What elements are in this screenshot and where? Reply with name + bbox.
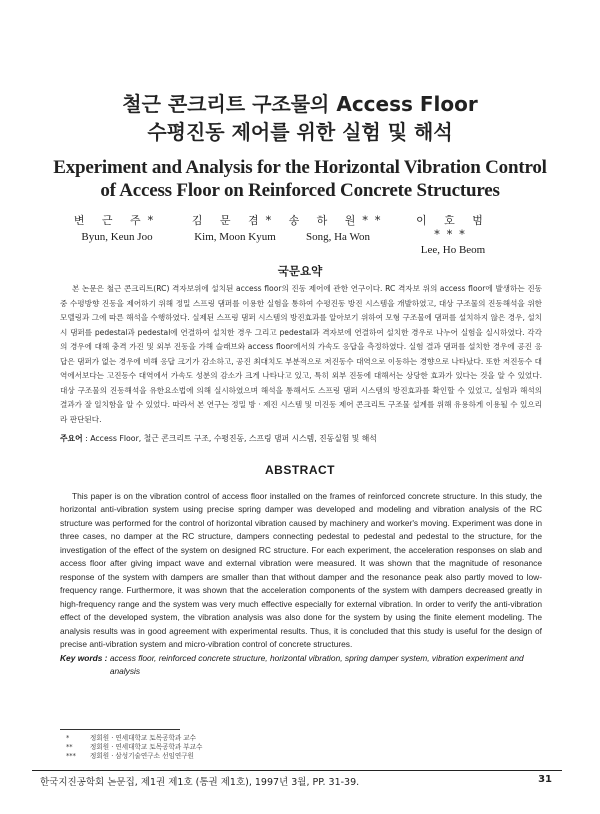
footnote-mark: ** [66,743,73,752]
page-footer [40,774,552,788]
english-title-line2: of Access Floor on Reinforced Concrete Structures [100,180,500,201]
footnote-divider [60,729,180,730]
author-name-korean: 이 호 범*** [416,214,490,241]
author [398,212,508,256]
author [62,212,172,243]
english-abstract-body: This paper is on the vibration control of access floor installed on the frames of reinforced concrete structure. In this study, the horizontal anti-vibration system using precise spring damper was developed and modeling and vibration analysis of the RC structure was performed for the control of horizontal vibration caused by machinery and worker's moving. Experiment was done in three cases, no damper at the RC structure, dampers connecting pedestal to pedestal and pedestal to the structure, for the investigation of the effect of the system on designed RC structure. For each experiment, the acceleration responses on slab and access floor after giving impact wave and external vibration were measured. It was shown that the magnitude of resonance response of the system with dampers are smaller than that without damper and the resonance peak also partly moved to low-frequency range. Furthermore, it was shown that the acceleration components of the system with dampers decreased greatly in high-frequency range and the system was very much effective especially for external vibration. In order to verify the anti-vibration effect of the developed system, the vibration analysis was also done for the system by using the finite element modeling. The analysis results was in good agreement with experimental results. Thus, it is concluded that this study is useful for the design of precise anti-vibration system and micro-vibration control of concrete structures. [60,491,542,649]
english-keywords-text: access floor, reinforced concrete structure, horizontal vibration, spring damper system, vibration experiment and analysis [109,653,524,676]
footnote-text: 정회원 · 연세대학교 토목공학과 부교수 [90,743,203,752]
author-list [0,212,600,256]
author [180,212,290,243]
author-name-english: Byun, Keun Joo [81,231,153,243]
author-name-korean: 변 근 주* [73,214,161,227]
english-title-line1: Experiment and Analysis for the Horizontal Vibration Control [53,157,547,178]
footnote [66,752,202,761]
footer-divider [32,770,562,771]
journal-citation: 한국지진공학회 논문집, 제1권 제1호 (통권 제1호), 1997년 3월, PP. 31-39. [40,777,360,788]
author-name-english: Lee, Ho Beom [420,244,486,256]
korean-abstract-body: 본 논문은 철근 콘크리트(RC) 격자보위에 설치된 access floor의 진동 제어에 관한 연구이다. RC 격자보 위의 access floor에 발생하는 진동 중 수평방향 진동을 제어하기 위해 정밀 스프링 댐퍼를 이용한 실험을 통하여 수평진동 방진 시스템을 개발하였고, 대상 구조물의 진동해석을 위한 모델링과 그에 따른 해석을 수행하였다. 실제된 스프링 댐퍼 시스템의 방진효과를 알아보기 위하여 모형 구조물에 댐퍼를 설치하지 않은 경우, 설치시 댐퍼를 pedestal과 pedestal에 연결하여 설치한 경우 그리고 pedestal과 격자보에 연결하여 설치한 경우로 나누어 실험을 실시하였다. 각각의 경우에 대해 충격 가진 및 외부 진동을 가해 슬래브와 access floor에서의 가속도 응답을 측정하였다. 실험 결과 댐퍼를 설치한 경우에 공진 응답은 댐퍼가 없는 경우에 비해 응답 크기가 감소하고, 공진 최대치도 부분적으로 저진동수 대역으로 이동하는 경향으로 나타났다. 또한 저진동수 대역에서보다는 고진동수 대역에서 가속도 성분의 감소가 크게 나타나고 있고, 특히 외부 진동에 대해서는 상당한 효과가 있다는 것을 알 수 있었다. 대상 구조물의 진동해석을 유한요소법에 의해 실시하였으며 해석을 통해서도 스프링 댐퍼 시스템의 방진효과를 확인할 수 있었고, 실험과 해석의 결과가 잘 일치함을 알 수 있었다. 따라서 본 연구는 정밀 방 · 제진 시스템 및 미진동 제어 콘크리트 구조물 설계를 위해 유용하게 이용될 수 있으리라 판단된다. [60,284,542,424]
english-keywords-label: Key words : [60,653,108,663]
footnote-text: 정회원 · 삼성기술연구소 선임연구원 [90,752,194,761]
footnote-mark: * [66,734,70,742]
korean-title-line1: 철근 콘크리트 구조물의 Access Floor [122,92,478,116]
author-name-english: Kim, Moon Kyum [194,231,276,243]
korean-abstract-heading: 국문요약 [277,264,323,278]
footnote-text: 정회원 · 연세대학교 토목공학과 교수 [90,734,197,742]
page-number: 31 [538,774,552,785]
korean-keywords-text: Access Floor, 철근 콘크리트 구조, 수평진동, 스프링 댐퍼 시스템, 진동실험 및 해석 [90,434,377,443]
author-name-english: Song, Ha Won [306,231,370,243]
korean-keywords-label: 주요어 [60,434,83,443]
author-name-korean: 김 문 겸* [191,214,279,227]
english-keywords [60,652,542,678]
footnote [66,734,202,743]
english-abstract-heading: ABSTRACT [265,463,335,477]
footnote-mark: *** [66,752,76,761]
author-name-korean: 송 하 원** [288,214,388,227]
korean-keywords [60,433,542,444]
keywords-separator: : [85,434,91,443]
footnotes [66,734,202,762]
korean-title-line2: 수평진동 제어를 위한 실험 및 해석 [147,120,453,144]
author [283,212,393,243]
